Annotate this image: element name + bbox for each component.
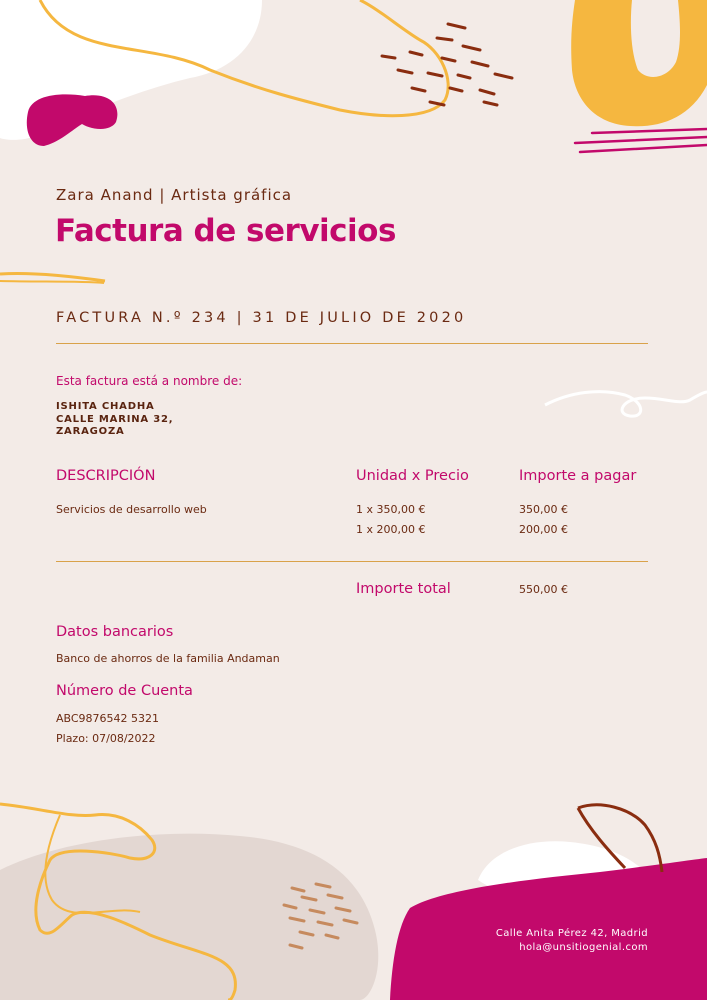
row-1-description: Servicios de desarrollo web — [56, 503, 207, 516]
account-number-title: Número de Cuenta — [56, 683, 193, 699]
magenta-blob-top-left — [27, 94, 118, 146]
client-address — [56, 401, 173, 439]
column-header-unit-price: Unidad x Precio — [356, 468, 469, 484]
gold-shape-top-right — [571, 0, 707, 126]
client-name: ISHITA CHADHA — [56, 401, 155, 412]
total-value: 550,00 € — [519, 583, 568, 596]
total-label: Importe total — [356, 581, 451, 597]
payment-due-date: Plazo: 07/08/2022 — [56, 732, 156, 745]
gold-stroke-left — [0, 273, 105, 281]
billed-to-label: Esta factura está a nombre de: — [56, 374, 243, 388]
bank-name: Banco de ahorros de la familia Andaman — [56, 652, 280, 665]
invoice-number-date: FACTURA N.º 234 | 31 DE JULIO DE 2020 — [56, 310, 467, 326]
row-1-amount: 350,00 € — [519, 503, 568, 516]
row-2-unit-price: 1 x 200,00 € — [356, 523, 426, 536]
divider-top — [56, 343, 648, 344]
page-title: Factura de servicios — [55, 213, 396, 249]
column-header-amount: Importe a pagar — [519, 468, 637, 484]
row-1-unit-price: 1 x 350,00 € — [356, 503, 426, 516]
row-2-amount: 200,00 € — [519, 523, 568, 536]
account-number: ABC9876542 5321 — [56, 712, 160, 725]
sender-name: Zara Anand | Artista gráfica — [56, 186, 293, 204]
client-street: CALLE MARINA 32, — [56, 413, 174, 425]
footer-address: Calle Anita Pérez 42, Madrid — [495, 928, 648, 939]
grey-blob-bottom-left — [0, 834, 378, 1000]
client-city: ZARAGOZA — [56, 426, 125, 437]
magenta-lines-top-right — [575, 129, 707, 152]
bank-details-title: Datos bancarios — [56, 624, 174, 640]
divider-bottom — [56, 561, 648, 562]
white-squiggle-right — [545, 392, 707, 417]
column-header-description: DESCRIPCIÓN — [56, 468, 156, 484]
footer-email[interactable]: hola@unsitiogenial.com — [519, 942, 648, 953]
